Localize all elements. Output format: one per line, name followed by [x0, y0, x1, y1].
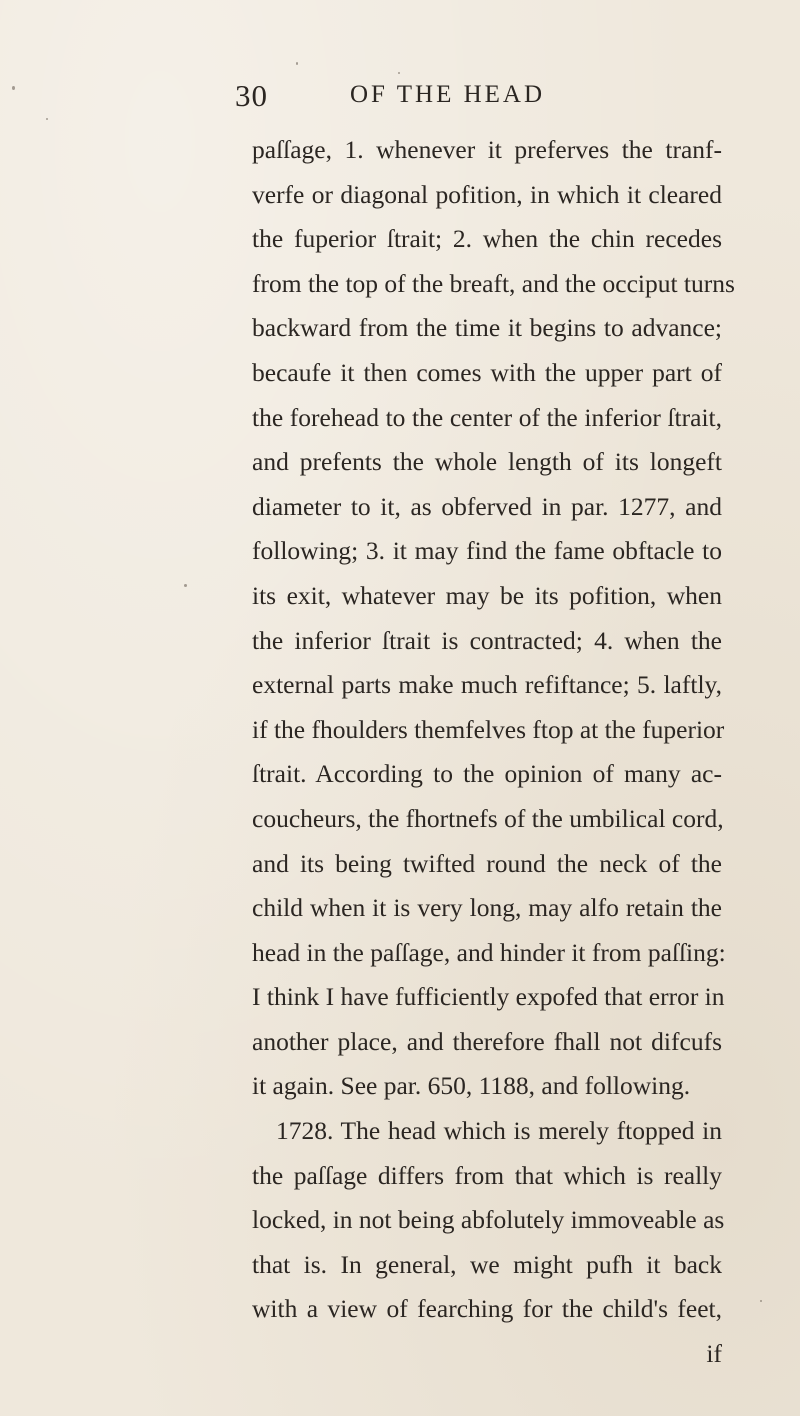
- running-head: [235, 78, 655, 118]
- text-line: its exit, whatever may be its pofition, when: [252, 580, 722, 610]
- paper-speck: [398, 72, 400, 74]
- text-line: coucheurs, the fhortnefs of the umbilical cord,: [252, 803, 724, 833]
- paper-speck: [12, 86, 15, 90]
- text-line: following; 3. it may find the fame obftacle to: [252, 536, 722, 566]
- text-line: another place, and therefore fhall not difcufs: [252, 1026, 722, 1056]
- catchword: if: [706, 1339, 722, 1369]
- text-line: and prefents the whole length of its longeft: [252, 447, 722, 477]
- text-line: the fuperior ſtrait; 2. when the chin recedes: [252, 224, 722, 254]
- paper-speck: [46, 118, 48, 120]
- text-line: paſſage, 1. whenever it preferves the tranf-: [252, 135, 722, 164]
- text-line: if the fhoulders themfelves ftop at the fuperior: [252, 714, 725, 744]
- text-line: that is. In general, we might pufh it back: [252, 1249, 722, 1279]
- text-line: verfe or diagonal pofition, in which it cleared: [252, 179, 722, 209]
- paper-speck: [760, 1300, 762, 1302]
- text-line: becaufe it then comes with the upper part of: [252, 357, 722, 387]
- text-line: it again. See par. 650, 1188, and following.: [252, 1071, 691, 1101]
- text-line: locked, in not being abfolutely immoveable as: [252, 1205, 725, 1235]
- text-line: diameter to it, as obferved in par. 1277, and: [252, 491, 722, 521]
- text-line: the inferior ſtrait is contracted; 4. when the: [252, 625, 722, 655]
- text-line: and its being twifted round the neck of the: [252, 848, 722, 878]
- paragraph-start-line: 1728. The head which is merely ftopped in: [276, 1116, 722, 1146]
- paper-speck: [184, 584, 187, 587]
- text-line: ſtrait. According to the opinion of many ac-: [252, 759, 722, 789]
- text-line: the forehead to the center of the inferior ſtrait,: [252, 402, 722, 432]
- text-line: backward from the time it begins to advance;: [252, 313, 722, 343]
- text-line: I think I have fufficiently expofed that error in: [252, 982, 725, 1012]
- text-line: external parts make much refiftance; 5. laftly,: [252, 670, 722, 700]
- text-line: with a view of fearching for the child's feet,: [252, 1294, 722, 1324]
- text-line: the paſſage differs from that which is really: [252, 1160, 722, 1190]
- text-line: head in the paſſage, and hinder it from paſſing:: [252, 937, 726, 967]
- text-line: child when it is very long, may alfo retain the: [252, 893, 722, 923]
- running-title: OF THE HEAD: [350, 81, 546, 108]
- page-number: 30: [235, 78, 268, 113]
- text-line: from the top of the breaft, and the occiput turns: [252, 268, 735, 298]
- body-text: [252, 128, 735, 1377]
- paper-speck: [296, 62, 298, 65]
